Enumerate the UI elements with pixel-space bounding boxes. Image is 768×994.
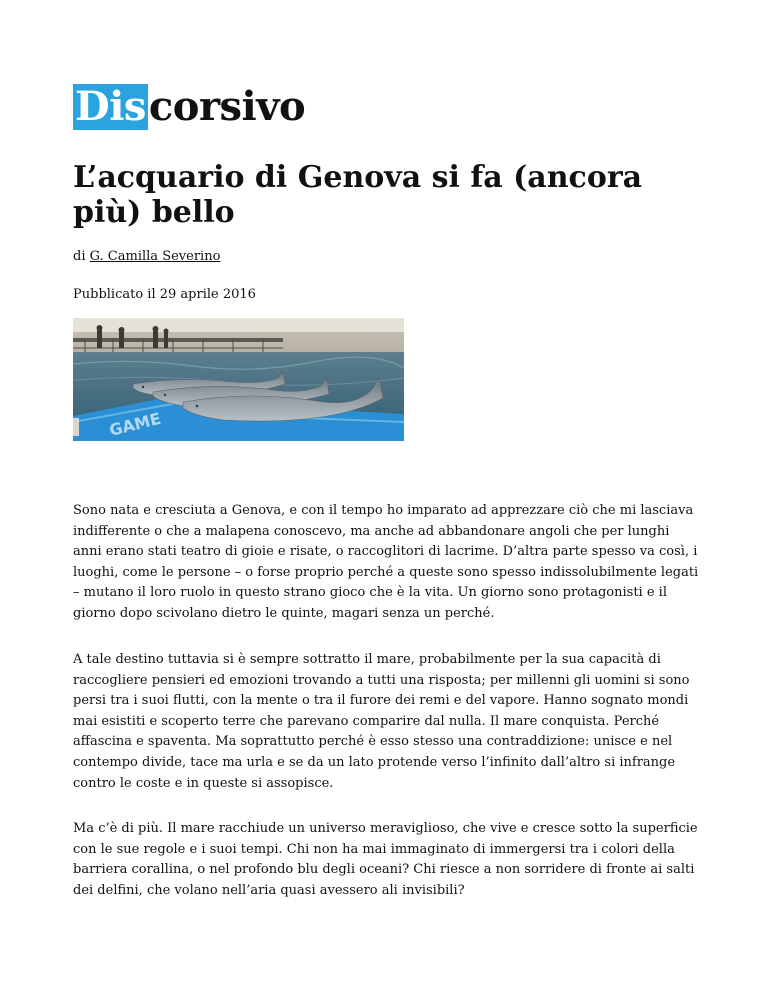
site-logo[interactable] [73,84,305,130]
article-title: L’acquario di Genova si fa (ancora più) bello [73,160,643,230]
svg-text:GAME: GAME [107,408,163,440]
logo-highlight: Dis [75,83,146,130]
article-paragraph: Ma c’è di più. Il mare racchiude un universo meraviglioso, che vive e cresce sotto la superficie con le sue regole e i suoi tempi. Chi non ha mai immaginato di immergersi tra i colori della barriera corallina, o nel profondo blu degli oceani? Chi riesce a non sorridere di fronte ai salti dei delfini, che volano nell’aria quasi avessero ali invisibili? [73,821,698,898]
byline-prefix: di [73,249,86,264]
article-photo [73,318,404,441]
publish-date: Pubblicato il 29 aprile 2016 [73,287,256,302]
logo-text: corsivo [148,83,306,130]
article-paragraph: A tale destino tuttavia si è sempre sottratto il mare, probabilmente per la sua capacità di raccogliere pensieri ed emozioni trovando a tutti una risposta; per millenni gli uomini si sono persi tra i suoi flutti, con la mente o tra il furore dei remi e del vapore. Hanno sognato mondi mai esistiti e scoperto terre che parevano comparire dal nulla. Il mare conquista. Perché affascina e spaventa. Ma soprattutto perché è esso stesso una contraddizione: unisce e nel contempo divide, tace ma urla e se da un lato protende verso l’infinito dall’altro si infrange contro le coste e in queste si assopisce. [73,652,690,791]
byline [73,248,220,266]
article-paragraph: Sono nata e cresciuta a Genova, e con il tempo ho imparato ad apprezzare ciò che mi lasciava indifferente o che a malapena conoscevo, ma anche ad abbandonare angoli che per lunghi anni erano stati teatro di gioie e risate, o raccoglitori di lacrime. D’altra parte spesso va così, i luoghi, come le persone – o forse proprio perché a queste sono spesso indissolubilmente legati – mutano il loro ruolo in questo strano gioco che è la vita. Un giorno sono protagonisti e il giorno dopo scivolano dietro le quinte, magari senza un perché. [73,503,699,621]
author-link[interactable]: G. Camilla Severino [89,249,221,264]
